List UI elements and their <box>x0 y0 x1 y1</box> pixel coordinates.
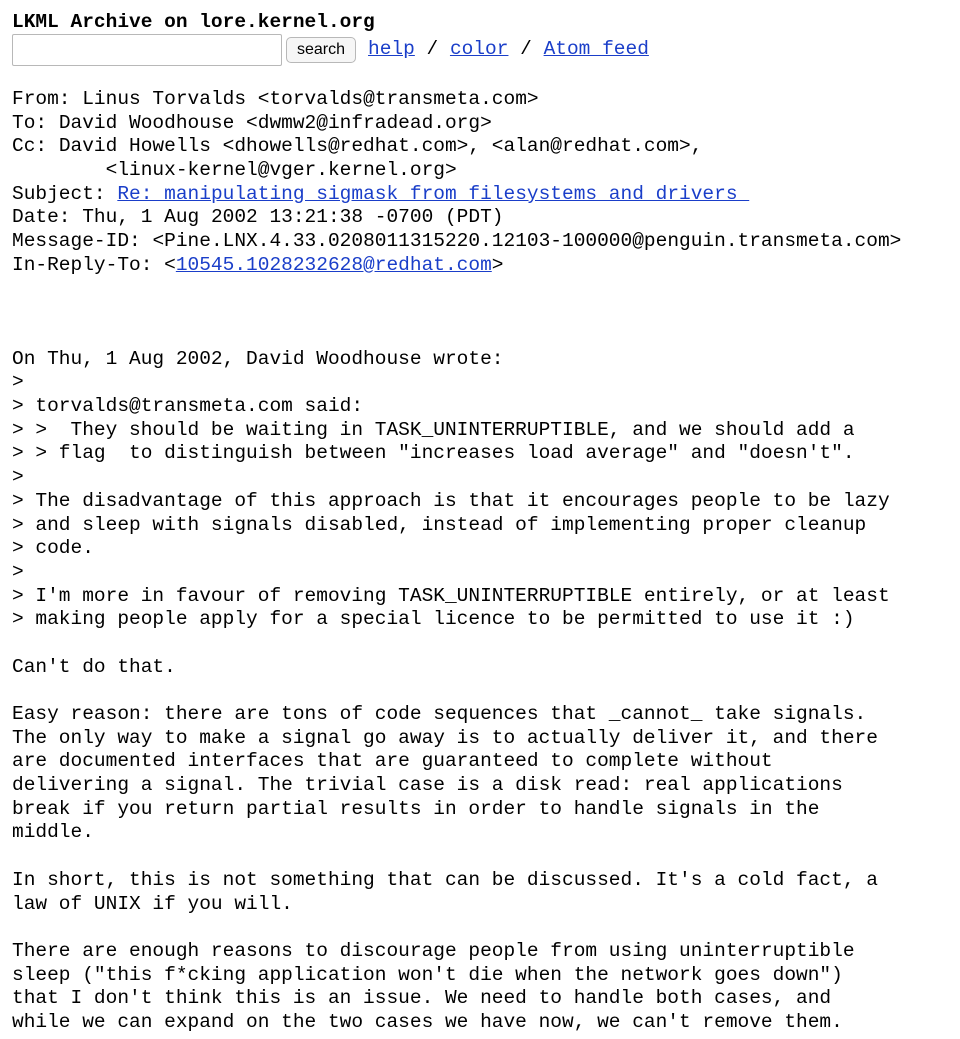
color-link[interactable]: color <box>449 38 509 61</box>
body-line: > I'm more in favour of removing TASK_UNINTERRUPTIBLE entirely, or at least <box>12 584 890 607</box>
body-line: sleep ("this f*cking application won't die when the network goes down") <box>12 963 843 986</box>
body-line: > code. <box>12 537 94 560</box>
header-from: From: Linus Torvalds <torvalds@transmeta.com> <box>12 88 539 110</box>
body-line: law of UNIX if you will. <box>12 892 293 915</box>
help-link[interactable]: help <box>368 38 415 61</box>
header-in-reply-to: In-Reply-To: <10545.1028232628@redhat.com> <box>12 253 504 276</box>
body-line: The only way to make a signal go away is to actually deliver it, and there <box>12 726 878 749</box>
body-line: are documented interfaces that are guaranteed to complete without <box>12 750 773 773</box>
body-line <box>12 845 890 869</box>
header-cc: Cc: David Howells <dhowells@redhat.com>, <alan@redhat.com>, <box>12 135 703 158</box>
body-line: delivering a signal. The trivial case is a disk read: real applications <box>12 774 843 797</box>
body-line: On Thu, 1 Aug 2002, David Woodhouse wrote: <box>12 347 504 370</box>
header-to: To: David Woodhouse <dwmw2@infradead.org> <box>12 111 492 134</box>
body-line: > The disadvantage of this approach is that it encourages people to be lazy <box>12 489 890 512</box>
body-line: while we can expand on the two cases we have now, we can't remove them. <box>12 1010 843 1033</box>
site-title: LKML Archive on lore.kernel.org <box>12 11 375 33</box>
search-form <box>12 34 649 66</box>
header-date: Date: Thu, 1 Aug 2002 13:21:38 -0700 (PDT) <box>12 206 504 229</box>
body-line: that I don't think this is an issue. We need to handle both cases, and <box>12 987 832 1010</box>
body-line: > <box>12 371 24 394</box>
body-line: > torvalds@transmeta.com said: <box>12 395 364 418</box>
body-line: > making people apply for a special licence to be permitted to use it :) <box>12 608 855 631</box>
message-headers <box>12 88 901 278</box>
body-line: > > They should be waiting in TASK_UNINTERRUPTIBLE, and we should add a <box>12 418 855 441</box>
body-line: In short, this is not something that can be discussed. It's a cold fact, a <box>12 868 878 891</box>
body-line: > and sleep with signals disabled, instead of implementing proper cleanup <box>12 513 867 536</box>
body-line: There are enough reasons to discourage people from using uninterruptible <box>12 939 855 962</box>
body-line: > <box>12 466 24 489</box>
body-line: > <box>12 560 24 583</box>
header-cc-continued: <linux-kernel@vger.kernel.org> <box>105 159 457 182</box>
header-subject: Subject: Re: manipulating sigmask from filesystems and drivers <box>12 182 750 205</box>
search-button[interactable]: search <box>286 37 356 63</box>
nav-links <box>368 38 649 62</box>
search-input[interactable] <box>12 34 282 66</box>
subject-link[interactable]: Re: manipulating sigmask from filesystems and drivers <box>117 182 750 205</box>
nav-separator: / <box>414 38 450 61</box>
atom-feed-link[interactable]: Atom feed <box>543 38 649 61</box>
body-line <box>12 632 890 656</box>
message-body <box>12 324 890 1035</box>
body-line <box>12 324 890 348</box>
header-message-id: Message-ID: <Pine.LNX.4.33.0208011315220.12103-100000@penguin.transmeta.com> <box>12 230 902 253</box>
body-line: Can't do that. <box>12 655 176 678</box>
body-line: > > flag to distinguish between "increases load average" and "doesn't". <box>12 442 855 465</box>
in-reply-to-link[interactable]: 10545.1028232628@redhat.com <box>175 253 492 276</box>
nav-separator: / <box>508 38 544 61</box>
body-line: middle. <box>12 821 94 844</box>
body-line: break if you return partial results in order to handle signals in the <box>12 797 820 820</box>
body-line <box>12 679 890 703</box>
body-line: Easy reason: there are tons of code sequences that _cannot_ take signals. <box>12 703 867 725</box>
body-line <box>12 916 890 940</box>
